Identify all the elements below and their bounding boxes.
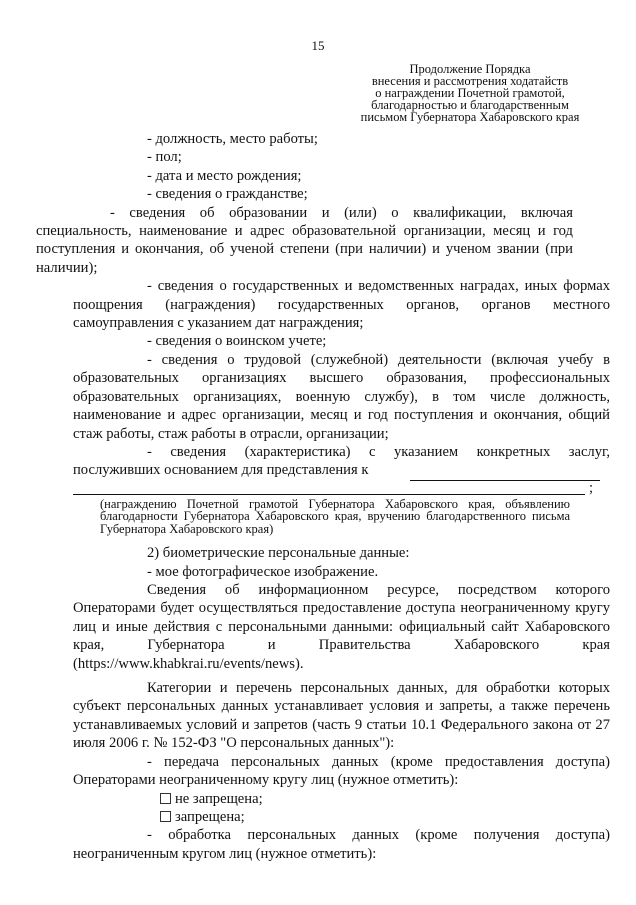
fill-blank-line[interactable] (73, 480, 610, 498)
list-item: - сведения об образовании и (или) о квалификации, включая специальность, наименование и адрес образовательной организации, месяц и год поступления и окончания, об ученой степени (при наличии) и ученом звании (при наличии); (36, 204, 573, 276)
list-item: - дата и место рождения; (147, 167, 302, 184)
list-item: - должность, место работы; (147, 131, 318, 147)
option-not-prohibited[interactable] (110, 790, 610, 808)
option-label: не запрещена; (175, 790, 263, 807)
caption: (награждению Почетной грамотой Губернатора Хабаровского края, объявлению благодарности Губернатора Хабаровского края, вручению благодарственного письма Губернатора Хабаровского края) (100, 496, 570, 536)
checkbox-icon[interactable] (160, 793, 171, 804)
header-line: о награждении Почетной грамотой, (375, 86, 565, 100)
header-line: благодарностью и благодарственным (371, 98, 569, 112)
option-label: запрещена; (175, 808, 245, 825)
checkbox-icon[interactable] (160, 811, 171, 822)
info-resource: Сведения об информационном ресурсе, посредством которого Операторами будет осуществляться предоставление доступа неограниченному кругу лиц и иные действия с персональными данными: официальный сайт Хабаровского края, Губернатора и Правительства Хабаровского края (https://www.khabkrai.ru/events/news). (73, 582, 610, 672)
list-item: - сведения о гражданстве; (147, 186, 308, 203)
blank-end-punct: ; (589, 479, 594, 496)
list-item: - сведения о воинском учете; (147, 333, 327, 350)
list-item: - сведения (характеристика) с указанием конкретных заслуг, послуживших основанием для представления к (73, 443, 610, 479)
categories-paragraph: Категории и перечень персональных данных, для обработки которых субъект персональных данных устанавливает условия и запреты, а также перечень устанавливаемых условий и запретов (часть 9 статьи 10.1 Федерального закона от 27 июля 2006 г. № 152-ФЗ "О персональных данных"): (73, 680, 610, 752)
list-item: - сведения о государственных и ведомственных наградах, иных формах поощрения (награждения) государственных органов, органов местного самоуправления с указанием дат награждения; (73, 278, 610, 332)
processing-paragraph: - обработка персональных данных (кроме получения доступа) неограниченным кругом лиц (нужное отметить): (73, 827, 610, 862)
transfer-paragraph: - передача персональных данных (кроме предоставления доступа) Операторами неограниченному кругу лиц (нужное отметить): (73, 753, 610, 789)
biometric-item: - мое фотографическое изображение. (147, 563, 379, 580)
list-item: - пол; (147, 149, 182, 166)
header-annotation (340, 63, 600, 123)
header-line: Продолжение Порядка (409, 62, 531, 76)
header-line: внесения и рассмотрения ходатайств (371, 74, 569, 88)
list-item: - сведения о трудовой (служебной) деятельности (включая учебу в образовательных организациях высшего образования, профессиональных образовательных организациях, военную службу), в том числе должность, наименование и адрес организации, месяц и год поступления и окончания, общий стаж работы, стаж работы в отрасли, организации; (73, 351, 610, 442)
header-line: письмом Губернатора Хабаровского края (360, 110, 580, 124)
page-number: 15 (311, 38, 325, 53)
option-prohibited[interactable] (110, 808, 610, 826)
biometric-heading: 2) биометрические персональные данные: (147, 545, 410, 562)
document-body (36, 130, 610, 863)
